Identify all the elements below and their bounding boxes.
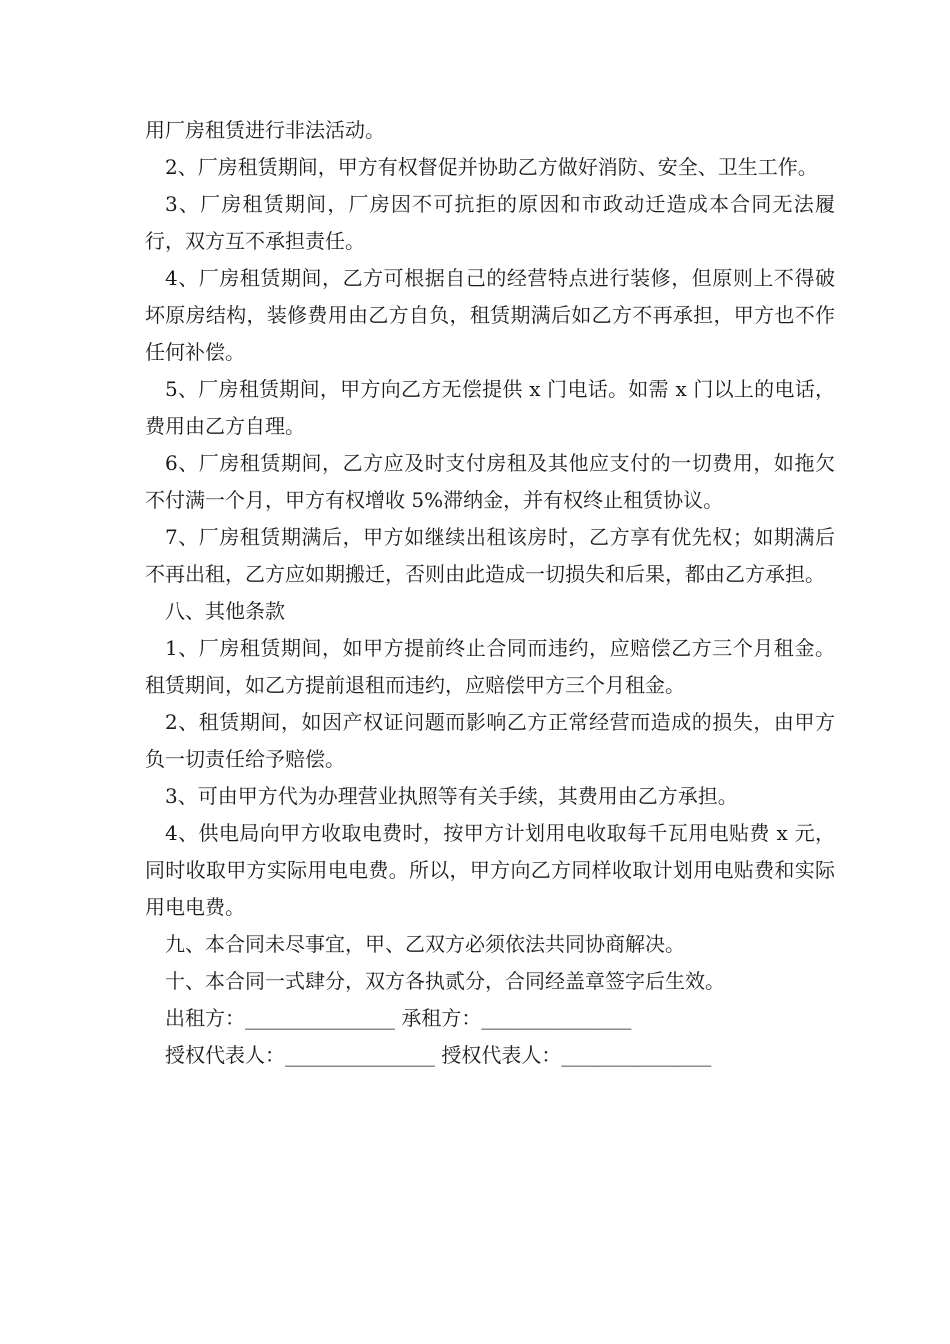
signature-line-parties xyxy=(145,1000,835,1037)
other-clause-2-property-cert: 2、租赁期间，如因产权证问题而影响乙方正常经营而造成的损失，由甲方负一切责任给予赔偿。 xyxy=(145,710,835,771)
rep2-signature-blank: _______________ xyxy=(561,1043,712,1067)
section-10-copies: 十、本合同一式肆分，双方各执贰分，合同经盖章签字后生效。 xyxy=(165,969,725,993)
paragraph-continuation: 用厂房租赁进行非法活动。 xyxy=(145,118,385,142)
lessee-signature-blank: _______________ xyxy=(481,1006,632,1030)
clause-2-fire-safety: 2、厂房租赁期间，甲方有权督促并协助乙方做好消防、安全、卫生工作。 xyxy=(165,155,818,179)
clause-4-renovation: 4、厂房租赁期间，乙方可根据自己的经营特点进行装修，但原则上不得破坏原房结构，装修费用由乙方自负，租赁期满后如乙方不再承担，甲方也不作任何补偿。 xyxy=(145,266,835,364)
signature-line-representatives xyxy=(145,1037,835,1074)
rep2-label: 授权代表人： xyxy=(441,1043,562,1067)
other-clause-3-business-license: 3、可由甲方代为办理营业执照等有关手续，其费用由乙方承担。 xyxy=(165,784,738,808)
lessor-label: 出租方： xyxy=(165,1006,245,1030)
clause-7-priority: 7、厂房租赁期满后，甲方如继续出租该房时，乙方享有优先权；如期满后不再出租，乙方应如期搬迁，否则由此造成一切损失和后果，都由乙方承担。 xyxy=(145,525,835,586)
clause-6-payment: 6、厂房租赁期间，乙方应及时支付房租及其他应支付的一切费用，如拖欠不付满一个月，甲方有权增收 5%滞纳金，并有权终止租赁协议。 xyxy=(145,451,835,512)
rep1-label: 授权代表人： xyxy=(165,1043,285,1067)
other-clause-1-breach: 1、厂房租赁期间，如甲方提前终止合同而违约，应赔偿乙方三个月租金。租赁期间，如乙方提前退租而违约，应赔偿甲方三个月租金。 xyxy=(145,636,835,697)
clause-3-force-majeure: 3、厂房租赁期间，厂房因不可抗拒的原因和市政动迁造成本合同无法履行，双方互不承担责任。 xyxy=(145,192,835,253)
other-clause-4-electricity: 4、供电局向甲方收取电费时，按甲方计划用电收取每千瓦用电贴费 x 元，同时收取甲方实际用电电费。所以，甲方向乙方同样收取计划用电贴费和实际用电电费。 xyxy=(145,821,835,919)
rep1-signature-blank: _______________ xyxy=(285,1043,435,1067)
clause-5-telephone: 5、厂房租赁期间，甲方向乙方无偿提供 x 门电话。如需 x 门以上的电话，费用由乙方自理。 xyxy=(145,377,835,438)
section-heading-other-terms: 八、其他条款 xyxy=(165,599,285,623)
lessor-signature-blank: _______________ xyxy=(245,1006,395,1030)
contract-body xyxy=(145,112,835,1074)
lessee-label: 承租方： xyxy=(401,1006,482,1030)
section-9-negotiation: 九、本合同未尽事宜，甲、乙双方必须依法共同协商解决。 xyxy=(165,932,685,956)
